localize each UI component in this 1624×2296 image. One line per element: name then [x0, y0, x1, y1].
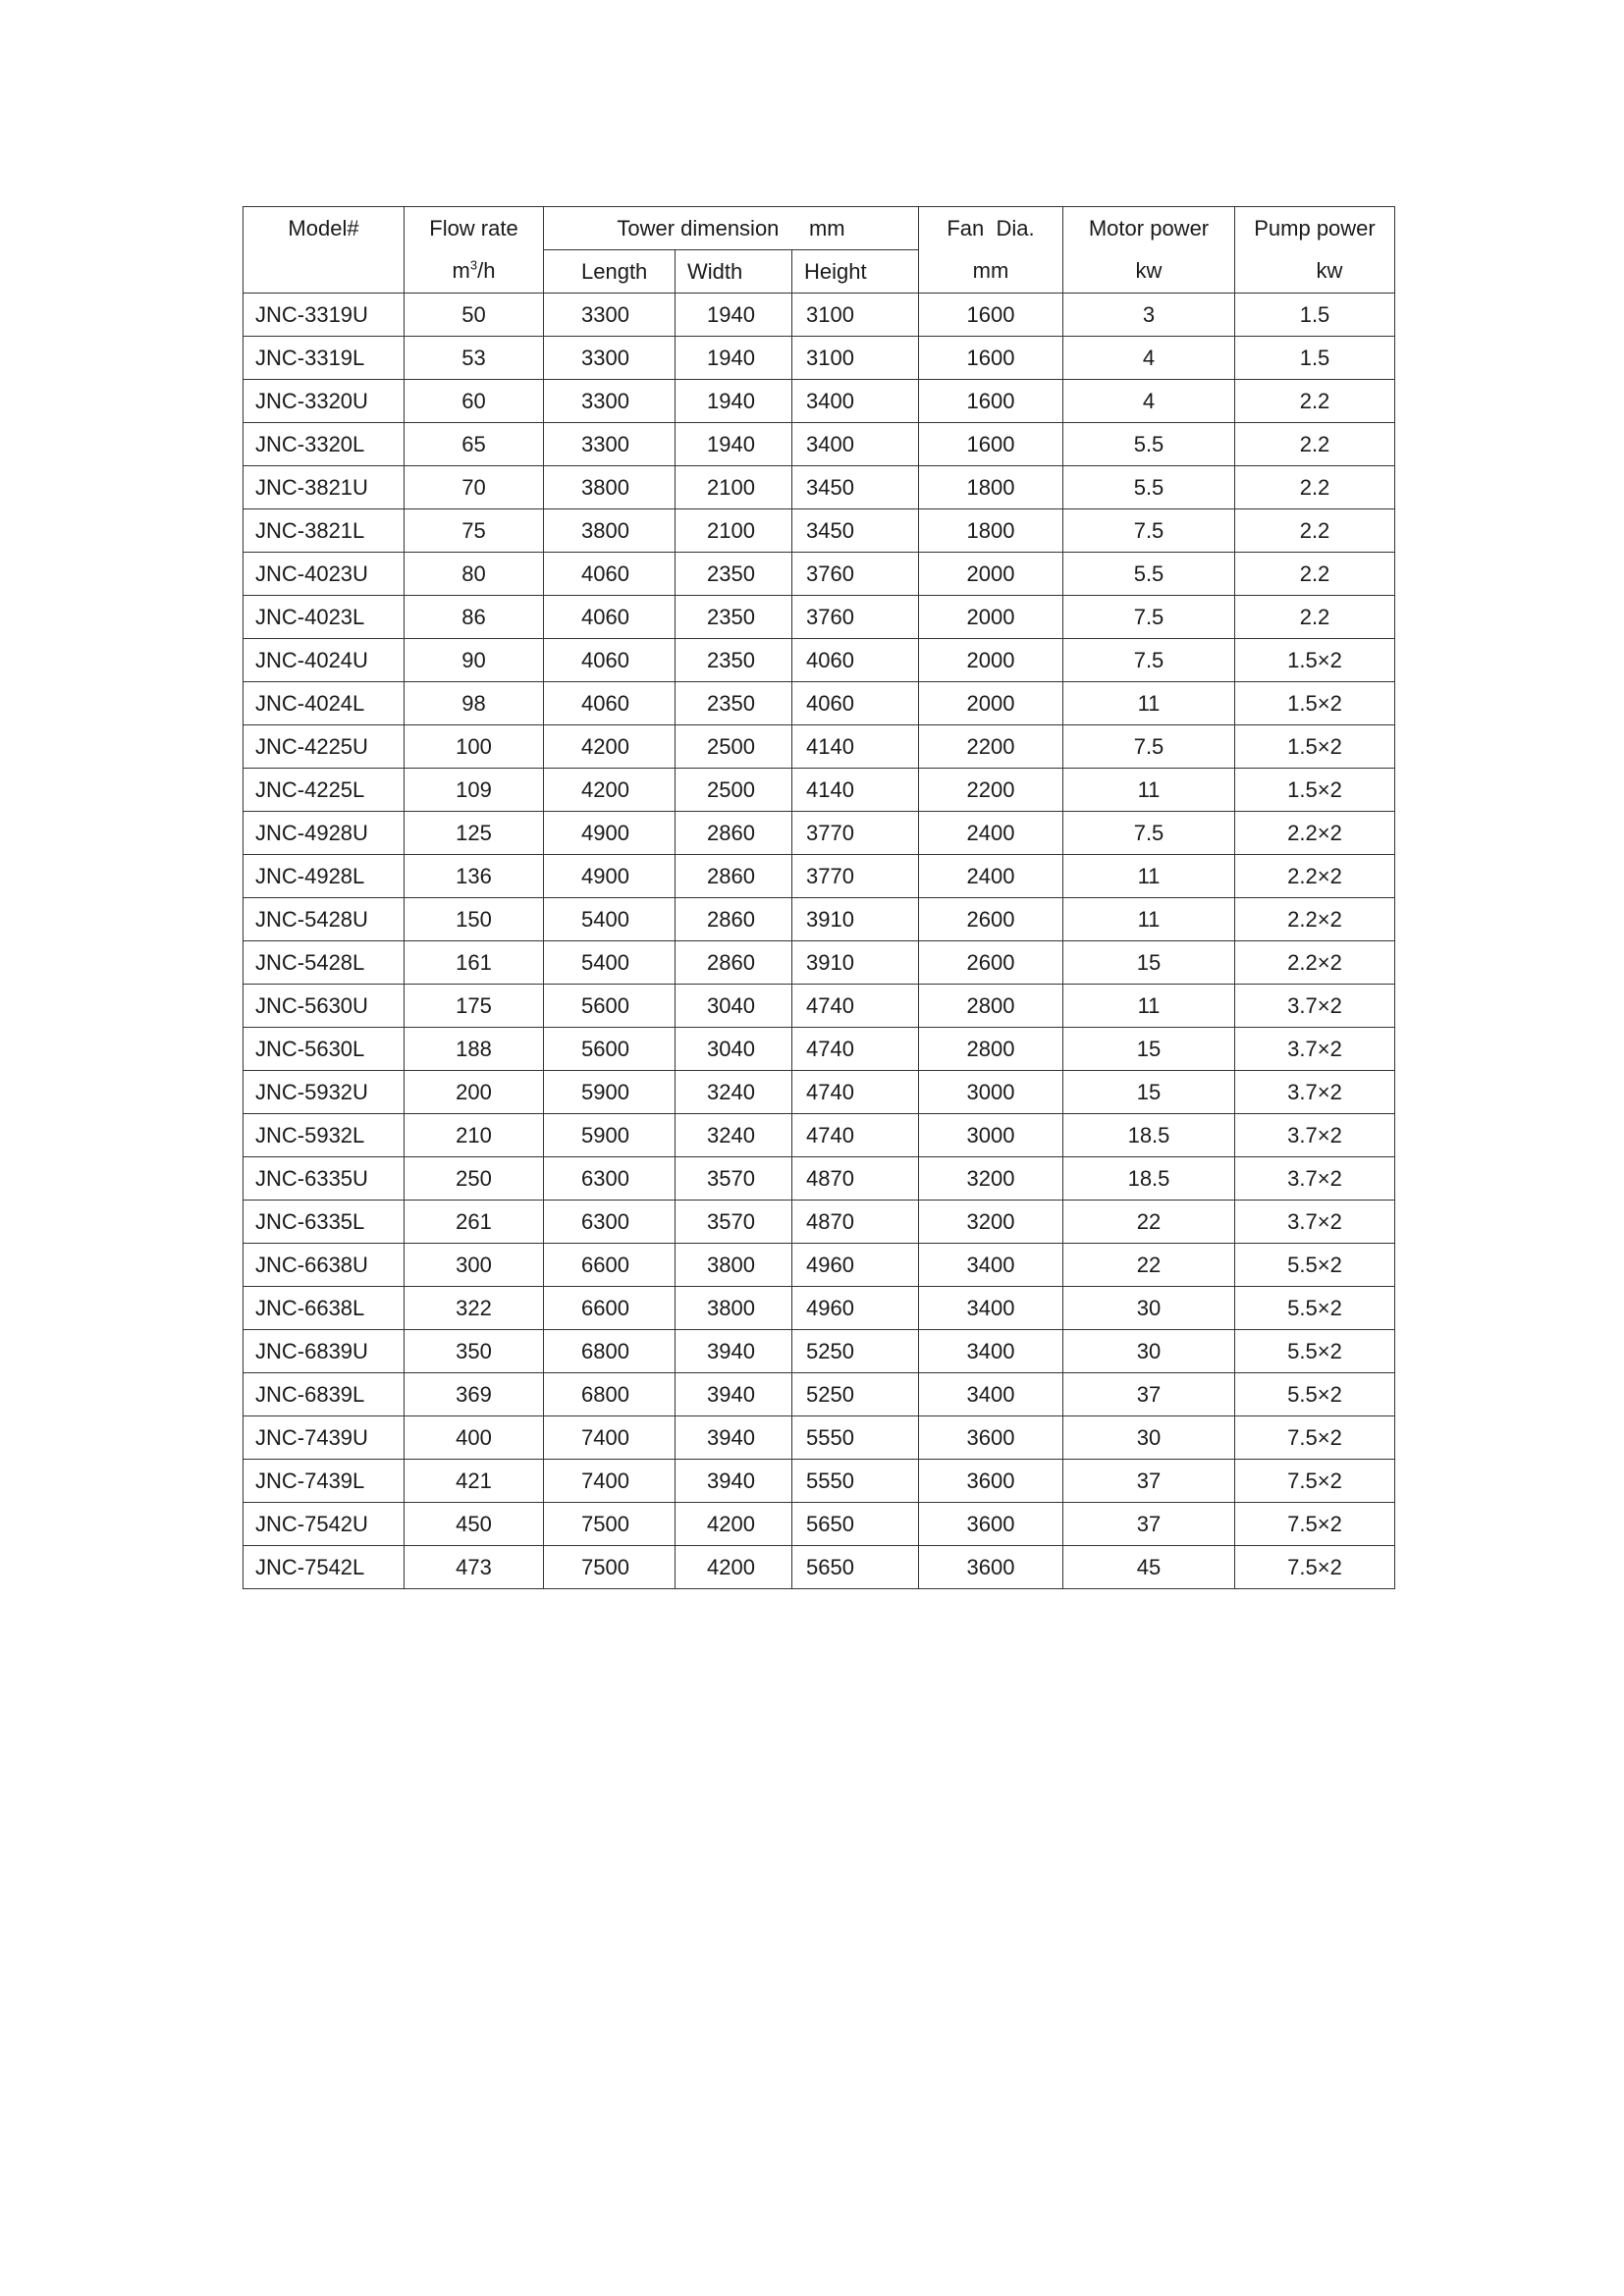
cell-width: 2350 [676, 639, 792, 682]
cell-pump-power: 2.2×2 [1235, 812, 1395, 855]
cell-length: 6600 [544, 1287, 676, 1330]
cell-flow-rate: 188 [405, 1028, 544, 1071]
cell-flow-rate: 322 [405, 1287, 544, 1330]
cell-model: JNC-5630L [244, 1028, 405, 1071]
cell-model: JNC-3821U [244, 466, 405, 509]
table-row [244, 855, 1395, 898]
cooling-tower-spec-table [243, 206, 1395, 1589]
cell-model: JNC-5428L [244, 941, 405, 985]
cell-length: 7400 [544, 1460, 676, 1503]
cell-length: 5400 [544, 941, 676, 985]
cell-motor-power: 15 [1063, 1028, 1235, 1071]
cell-pump-power: 5.5×2 [1235, 1287, 1395, 1330]
table-row [244, 1330, 1395, 1373]
cell-length: 7400 [544, 1416, 676, 1460]
cell-height: 3400 [792, 423, 919, 466]
cell-pump-power: 1.5×2 [1235, 639, 1395, 682]
cell-flow-rate: 50 [405, 294, 544, 337]
header-fan-dia-unit: mm [919, 250, 1063, 294]
cell-pump-power: 3.7×2 [1235, 1114, 1395, 1157]
cell-model: JNC-4023L [244, 596, 405, 639]
cell-flow-rate: 450 [405, 1503, 544, 1546]
cell-fan-dia: 2000 [919, 639, 1063, 682]
cell-flow-rate: 98 [405, 682, 544, 725]
table-body [244, 294, 1395, 1589]
cell-height: 5550 [792, 1460, 919, 1503]
cell-model: JNC-7439U [244, 1416, 405, 1460]
cell-flow-rate: 200 [405, 1071, 544, 1114]
cell-height: 3100 [792, 294, 919, 337]
cell-pump-power: 7.5×2 [1235, 1546, 1395, 1589]
cell-height: 5550 [792, 1416, 919, 1460]
cell-fan-dia: 2000 [919, 682, 1063, 725]
cell-width: 2350 [676, 596, 792, 639]
cell-pump-power: 2.2 [1235, 423, 1395, 466]
cell-fan-dia: 3400 [919, 1330, 1063, 1373]
cell-model: JNC-6638U [244, 1244, 405, 1287]
table-row [244, 1503, 1395, 1546]
cell-motor-power: 15 [1063, 941, 1235, 985]
header-model-blank [244, 250, 405, 294]
cell-width: 2100 [676, 509, 792, 553]
cell-width: 2860 [676, 898, 792, 941]
table-row [244, 596, 1395, 639]
cell-pump-power: 2.2 [1235, 553, 1395, 596]
cell-model: JNC-5428U [244, 898, 405, 941]
cell-motor-power: 11 [1063, 898, 1235, 941]
cell-height: 4870 [792, 1201, 919, 1244]
cell-motor-power: 3 [1063, 294, 1235, 337]
cell-length: 3300 [544, 294, 676, 337]
cell-motor-power: 18.5 [1063, 1157, 1235, 1201]
cell-pump-power: 7.5×2 [1235, 1503, 1395, 1546]
cell-width: 3940 [676, 1373, 792, 1416]
cell-flow-rate: 261 [405, 1201, 544, 1244]
cell-fan-dia: 2800 [919, 985, 1063, 1028]
cell-length: 5600 [544, 1028, 676, 1071]
cell-pump-power: 2.2 [1235, 509, 1395, 553]
cell-pump-power: 3.7×2 [1235, 1028, 1395, 1071]
cell-motor-power: 37 [1063, 1503, 1235, 1546]
header-pump-power-unit: kw [1235, 250, 1395, 294]
header-motor-power-unit: kw [1063, 250, 1235, 294]
table-row [244, 553, 1395, 596]
cell-pump-power: 5.5×2 [1235, 1244, 1395, 1287]
cell-height: 4060 [792, 682, 919, 725]
cell-flow-rate: 369 [405, 1373, 544, 1416]
cell-height: 4870 [792, 1157, 919, 1201]
table-row [244, 1416, 1395, 1460]
table-row [244, 941, 1395, 985]
header-pump-power: Pump power [1235, 207, 1395, 250]
cell-pump-power: 2.2×2 [1235, 855, 1395, 898]
table-row [244, 1071, 1395, 1114]
cell-length: 4900 [544, 855, 676, 898]
table-row [244, 466, 1395, 509]
cell-flow-rate: 473 [405, 1546, 544, 1589]
table-row [244, 769, 1395, 812]
cell-fan-dia: 3400 [919, 1244, 1063, 1287]
cell-height: 5250 [792, 1373, 919, 1416]
cell-pump-power: 1.5×2 [1235, 725, 1395, 769]
cell-fan-dia: 2600 [919, 941, 1063, 985]
cell-width: 3240 [676, 1071, 792, 1114]
cell-model: JNC-3319L [244, 337, 405, 380]
cell-width: 2500 [676, 725, 792, 769]
cell-pump-power: 2.2 [1235, 380, 1395, 423]
cell-fan-dia: 3600 [919, 1416, 1063, 1460]
table-row [244, 639, 1395, 682]
cell-width: 3570 [676, 1157, 792, 1201]
cell-flow-rate: 53 [405, 337, 544, 380]
table-row [244, 1287, 1395, 1330]
cell-flow-rate: 150 [405, 898, 544, 941]
cell-model: JNC-4225U [244, 725, 405, 769]
cell-length: 7500 [544, 1503, 676, 1546]
cell-model: JNC-6335U [244, 1157, 405, 1201]
cell-model: JNC-5932L [244, 1114, 405, 1157]
cell-width: 3040 [676, 1028, 792, 1071]
cell-pump-power: 3.7×2 [1235, 1071, 1395, 1114]
cell-length: 6800 [544, 1373, 676, 1416]
table-row [244, 423, 1395, 466]
cell-model: JNC-7542U [244, 1503, 405, 1546]
cell-height: 5650 [792, 1546, 919, 1589]
cell-motor-power: 22 [1063, 1201, 1235, 1244]
cell-width: 2860 [676, 812, 792, 855]
cell-fan-dia: 3600 [919, 1503, 1063, 1546]
cell-motor-power: 18.5 [1063, 1114, 1235, 1157]
header-width: Width [676, 250, 792, 294]
cell-fan-dia: 1600 [919, 337, 1063, 380]
cell-height: 4740 [792, 1114, 919, 1157]
cell-motor-power: 5.5 [1063, 553, 1235, 596]
cell-model: JNC-3320U [244, 380, 405, 423]
cell-pump-power: 1.5 [1235, 294, 1395, 337]
cell-pump-power: 7.5×2 [1235, 1416, 1395, 1460]
cell-fan-dia: 3400 [919, 1373, 1063, 1416]
cell-length: 6800 [544, 1330, 676, 1373]
cell-height: 4740 [792, 1028, 919, 1071]
cell-flow-rate: 70 [405, 466, 544, 509]
cell-motor-power: 30 [1063, 1330, 1235, 1373]
header-row-2 [244, 250, 1395, 294]
cell-width: 3570 [676, 1201, 792, 1244]
cell-model: JNC-4024L [244, 682, 405, 725]
cell-model: JNC-3821L [244, 509, 405, 553]
table-row [244, 1546, 1395, 1589]
header-row-1 [244, 207, 1395, 250]
cell-width: 2350 [676, 682, 792, 725]
cell-fan-dia: 1800 [919, 466, 1063, 509]
cell-flow-rate: 210 [405, 1114, 544, 1157]
cell-height: 3400 [792, 380, 919, 423]
cell-length: 4060 [544, 596, 676, 639]
cell-pump-power: 3.7×2 [1235, 985, 1395, 1028]
cell-length: 4060 [544, 553, 676, 596]
cell-height: 4740 [792, 985, 919, 1028]
cell-width: 3800 [676, 1244, 792, 1287]
cell-flow-rate: 60 [405, 380, 544, 423]
cell-height: 4060 [792, 639, 919, 682]
cell-fan-dia: 3600 [919, 1546, 1063, 1589]
cell-length: 4060 [544, 639, 676, 682]
cell-model: JNC-4928L [244, 855, 405, 898]
cell-width: 2500 [676, 769, 792, 812]
cell-width: 1940 [676, 294, 792, 337]
cell-width: 4200 [676, 1503, 792, 1546]
cell-model: JNC-6839L [244, 1373, 405, 1416]
cell-motor-power: 7.5 [1063, 812, 1235, 855]
cell-pump-power: 3.7×2 [1235, 1201, 1395, 1244]
cell-flow-rate: 100 [405, 725, 544, 769]
cell-width: 3240 [676, 1114, 792, 1157]
cell-length: 4200 [544, 725, 676, 769]
cell-motor-power: 37 [1063, 1460, 1235, 1503]
cell-height: 5650 [792, 1503, 919, 1546]
cell-width: 2860 [676, 941, 792, 985]
cell-fan-dia: 3400 [919, 1287, 1063, 1330]
cell-height: 3100 [792, 337, 919, 380]
cell-flow-rate: 75 [405, 509, 544, 553]
cell-flow-rate: 421 [405, 1460, 544, 1503]
cell-length: 3800 [544, 466, 676, 509]
cell-width: 2100 [676, 466, 792, 509]
cell-flow-rate: 65 [405, 423, 544, 466]
cell-flow-rate: 300 [405, 1244, 544, 1287]
cell-length: 4200 [544, 769, 676, 812]
header-flow-rate: Flow rate [405, 207, 544, 250]
table-row [244, 725, 1395, 769]
cell-model: JNC-6638L [244, 1287, 405, 1330]
cell-width: 3940 [676, 1460, 792, 1503]
cell-pump-power: 1.5 [1235, 337, 1395, 380]
cell-model: JNC-5932U [244, 1071, 405, 1114]
cell-fan-dia: 2200 [919, 725, 1063, 769]
cell-model: JNC-3320L [244, 423, 405, 466]
cell-model: JNC-6335L [244, 1201, 405, 1244]
cell-motor-power: 7.5 [1063, 509, 1235, 553]
cell-height: 5250 [792, 1330, 919, 1373]
cell-motor-power: 7.5 [1063, 639, 1235, 682]
cell-flow-rate: 90 [405, 639, 544, 682]
cell-flow-rate: 109 [405, 769, 544, 812]
cell-fan-dia: 2000 [919, 596, 1063, 639]
cell-height: 3760 [792, 553, 919, 596]
cell-height: 4740 [792, 1071, 919, 1114]
cell-fan-dia: 1600 [919, 423, 1063, 466]
cell-fan-dia: 2400 [919, 812, 1063, 855]
cell-height: 4140 [792, 769, 919, 812]
table-row [244, 985, 1395, 1028]
cell-fan-dia: 3200 [919, 1201, 1063, 1244]
table-row [244, 1157, 1395, 1201]
table-row [244, 1201, 1395, 1244]
cell-model: JNC-7542L [244, 1546, 405, 1589]
cell-flow-rate: 350 [405, 1330, 544, 1373]
cell-flow-rate: 80 [405, 553, 544, 596]
header-flow-rate-unit: $m^3/h$ [405, 250, 544, 294]
cell-height: 3910 [792, 898, 919, 941]
cell-fan-dia: 2000 [919, 553, 1063, 596]
cell-flow-rate: 125 [405, 812, 544, 855]
cell-length: 6300 [544, 1157, 676, 1201]
cell-length: 5900 [544, 1114, 676, 1157]
cell-motor-power: 15 [1063, 1071, 1235, 1114]
header-fan-dia: Fan Dia. [919, 207, 1063, 250]
cell-width: 3040 [676, 985, 792, 1028]
cell-flow-rate: 161 [405, 941, 544, 985]
cell-length: 3800 [544, 509, 676, 553]
cell-fan-dia: 3200 [919, 1157, 1063, 1201]
table-row [244, 294, 1395, 337]
cell-height: 3760 [792, 596, 919, 639]
cell-pump-power: 1.5×2 [1235, 682, 1395, 725]
cell-fan-dia: 3600 [919, 1460, 1063, 1503]
cell-motor-power: 4 [1063, 337, 1235, 380]
cell-pump-power: 3.7×2 [1235, 1157, 1395, 1201]
cell-model: JNC-4023U [244, 553, 405, 596]
cell-fan-dia: 2600 [919, 898, 1063, 941]
cell-pump-power: 2.2 [1235, 466, 1395, 509]
cell-model: JNC-3319U [244, 294, 405, 337]
cell-fan-dia: 3000 [919, 1071, 1063, 1114]
cell-motor-power: 7.5 [1063, 725, 1235, 769]
cell-pump-power: 5.5×2 [1235, 1373, 1395, 1416]
cell-height: 3770 [792, 855, 919, 898]
cell-height: 3910 [792, 941, 919, 985]
cell-length: 5900 [544, 1071, 676, 1114]
header-height: Height [792, 250, 919, 294]
cell-motor-power: 5.5 [1063, 423, 1235, 466]
table-row [244, 682, 1395, 725]
cell-width: 2860 [676, 855, 792, 898]
cell-fan-dia: 1600 [919, 294, 1063, 337]
cell-height: 3450 [792, 509, 919, 553]
cell-fan-dia: 2200 [919, 769, 1063, 812]
cell-motor-power: 30 [1063, 1287, 1235, 1330]
cell-width: 2350 [676, 553, 792, 596]
table-row [244, 337, 1395, 380]
cell-pump-power: 2.2×2 [1235, 941, 1395, 985]
table-row [244, 380, 1395, 423]
cell-model: JNC-5630U [244, 985, 405, 1028]
cell-motor-power: 5.5 [1063, 466, 1235, 509]
cell-motor-power: 11 [1063, 985, 1235, 1028]
cell-height: 4960 [792, 1287, 919, 1330]
cell-height: 4140 [792, 725, 919, 769]
cell-width: 1940 [676, 337, 792, 380]
cell-motor-power: 30 [1063, 1416, 1235, 1460]
cell-model: JNC-7439L [244, 1460, 405, 1503]
table-row [244, 898, 1395, 941]
cell-fan-dia: 3000 [919, 1114, 1063, 1157]
cell-fan-dia: 2800 [919, 1028, 1063, 1071]
cell-motor-power: 37 [1063, 1373, 1235, 1416]
cell-motor-power: 22 [1063, 1244, 1235, 1287]
cell-flow-rate: 136 [405, 855, 544, 898]
cell-height: 3450 [792, 466, 919, 509]
cell-width: 4200 [676, 1546, 792, 1589]
table-row [244, 509, 1395, 553]
cell-flow-rate: 250 [405, 1157, 544, 1201]
cell-width: 3800 [676, 1287, 792, 1330]
table-row [244, 1460, 1395, 1503]
table-row [244, 1114, 1395, 1157]
cell-pump-power: 7.5×2 [1235, 1460, 1395, 1503]
cell-width: 1940 [676, 423, 792, 466]
cell-flow-rate: 400 [405, 1416, 544, 1460]
cell-motor-power: 4 [1063, 380, 1235, 423]
cell-motor-power: 45 [1063, 1546, 1235, 1589]
cell-fan-dia: 2400 [919, 855, 1063, 898]
cell-fan-dia: 1800 [919, 509, 1063, 553]
cell-motor-power: 7.5 [1063, 596, 1235, 639]
cell-model: JNC-4225L [244, 769, 405, 812]
cell-length: 3300 [544, 380, 676, 423]
cell-height: 3770 [792, 812, 919, 855]
cell-width: 1940 [676, 380, 792, 423]
table-row [244, 1244, 1395, 1287]
header-length: Length [544, 250, 676, 294]
cell-model: JNC-6839U [244, 1330, 405, 1373]
cell-length: 4900 [544, 812, 676, 855]
cell-length: 3300 [544, 337, 676, 380]
cell-pump-power: 5.5×2 [1235, 1330, 1395, 1373]
table-row [244, 1373, 1395, 1416]
cell-flow-rate: 175 [405, 985, 544, 1028]
header-model: Model# [244, 207, 405, 250]
cell-flow-rate: 86 [405, 596, 544, 639]
cell-width: 3940 [676, 1416, 792, 1460]
cell-length: 6600 [544, 1244, 676, 1287]
cell-pump-power: 2.2 [1235, 596, 1395, 639]
cell-fan-dia: 1600 [919, 380, 1063, 423]
cell-height: 4960 [792, 1244, 919, 1287]
cell-pump-power: 2.2×2 [1235, 898, 1395, 941]
cell-length: 5600 [544, 985, 676, 1028]
cell-length: 7500 [544, 1546, 676, 1589]
cell-length: 5400 [544, 898, 676, 941]
cell-motor-power: 11 [1063, 769, 1235, 812]
cell-motor-power: 11 [1063, 682, 1235, 725]
cell-length: 4060 [544, 682, 676, 725]
header-tower-dimension: Tower dimension mm [544, 207, 919, 250]
cell-width: 3940 [676, 1330, 792, 1373]
cell-motor-power: 11 [1063, 855, 1235, 898]
cell-model: JNC-4024U [244, 639, 405, 682]
cell-pump-power: 1.5×2 [1235, 769, 1395, 812]
table-row [244, 812, 1395, 855]
header-motor-power: Motor power [1063, 207, 1235, 250]
cell-model: JNC-4928U [244, 812, 405, 855]
table-row [244, 1028, 1395, 1071]
cell-length: 6300 [544, 1201, 676, 1244]
cell-length: 3300 [544, 423, 676, 466]
